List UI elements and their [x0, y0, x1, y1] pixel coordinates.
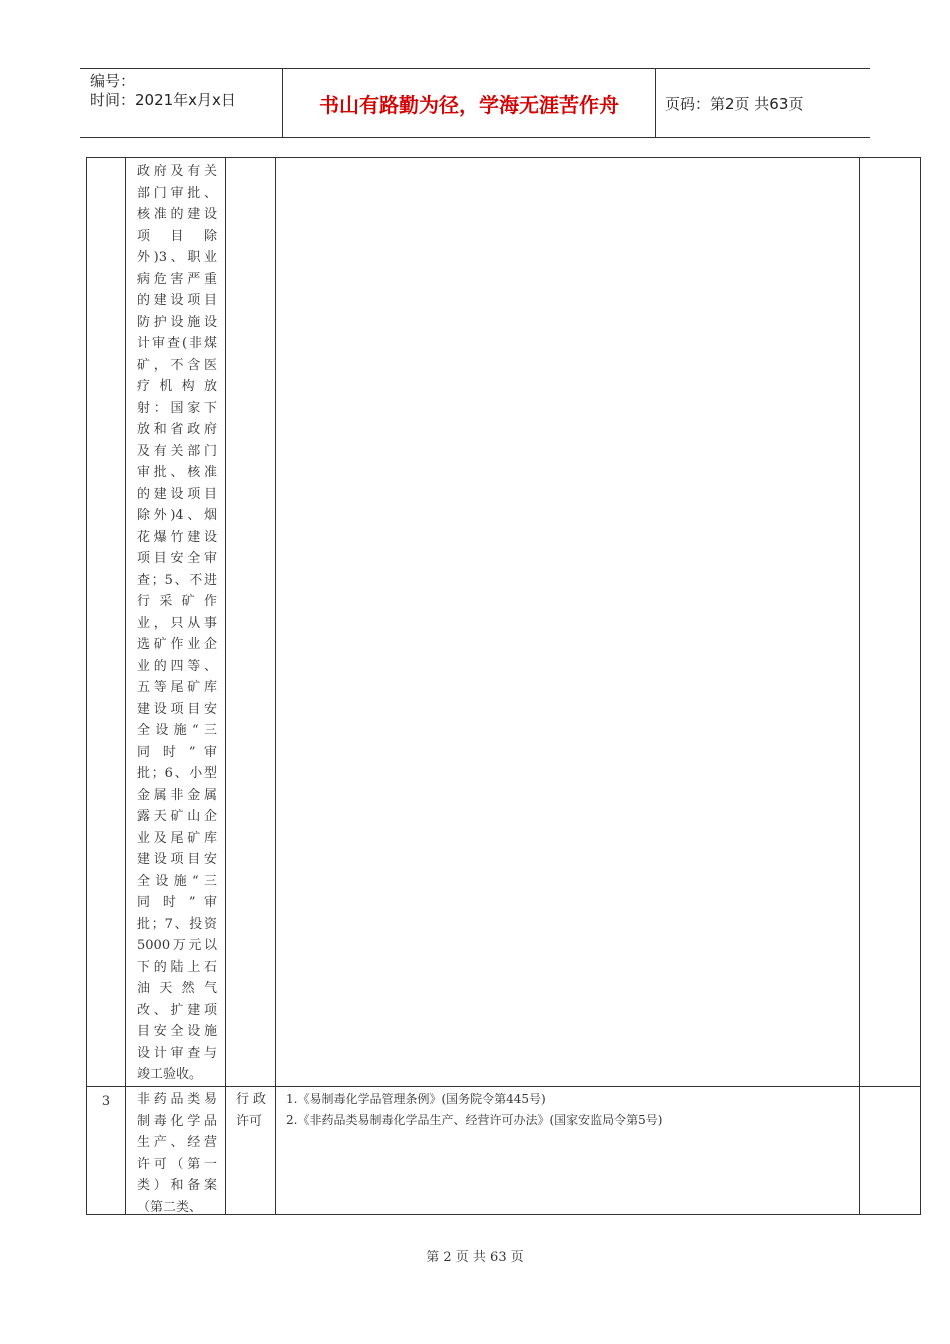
cell-text-line: 许可（第一 — [137, 1156, 217, 1172]
header-meta — [80, 69, 282, 137]
table-column-divider — [275, 158, 276, 1214]
cell-text-line: 的建设项目 — [137, 486, 217, 502]
item-type — [236, 1089, 266, 1132]
cell-text-line: 改、扩建项 — [137, 1002, 217, 1018]
cell-text-line: 下的陆上石 — [137, 959, 217, 975]
cell-text-line: 类）和备案 — [137, 1178, 217, 1193]
cell-text-line: 放和省政府 — [137, 422, 217, 437]
legal-basis-item: 1.《易制毒化学品管理条例》(国务院令第445号) — [286, 1092, 546, 1106]
cell-text-line: 选矿作业企 — [137, 637, 217, 652]
cell-text-line: 全设施“三 — [137, 873, 217, 889]
cell-text-line: 及有关部门 — [137, 443, 217, 459]
continued-item-name — [137, 161, 217, 1086]
cell-text-line: 防护设施设 — [137, 314, 217, 330]
cell-text-line: 竣工验收。 — [137, 1067, 203, 1082]
cell-text-line: 生产、经营 — [137, 1135, 217, 1150]
cell-text-line: 目安全设施 — [137, 1024, 217, 1039]
cell-text-line: 政府及有关 — [137, 164, 217, 179]
table-row-divider — [87, 1086, 920, 1087]
cell-text-line: 计审查(非煤 — [137, 336, 217, 351]
cell-text-line: 制毒化学品 — [137, 1113, 217, 1129]
document-number-label: 编号： — [90, 72, 136, 90]
cell-text-line: 5000万元以 — [137, 938, 217, 953]
document-time-label: 时间：2021年x月x日 — [90, 91, 236, 109]
cell-text-line: 审批、核准 — [137, 465, 217, 480]
cell-text-line: 病危害严重 — [137, 271, 217, 287]
cell-text-line: 金属非金属 — [137, 787, 217, 803]
page-header — [80, 68, 870, 138]
cell-text-line: 批；6、小型 — [137, 766, 217, 781]
cell-text-line: 业及尾矿库 — [137, 830, 217, 846]
header-page-info: 页码：第2页 共63页 — [665, 94, 804, 113]
cell-text-line: 疗 机 构 放 — [137, 379, 217, 394]
cell-text-line: 矿，不含医 — [137, 357, 217, 373]
cell-text-line: 许可 — [236, 1113, 263, 1129]
cell-text-line: 行政 — [236, 1092, 266, 1107]
cell-text-line: 非药品类易 — [137, 1092, 217, 1107]
cell-text-line: 业的四等、 — [137, 658, 217, 674]
cell-text-line: 设计审查与 — [137, 1045, 217, 1061]
cell-text-line: 全设施“三 — [137, 723, 217, 738]
cell-text-line: 同 时 ” 审 — [137, 744, 217, 760]
item-number: 3 — [101, 1094, 111, 1109]
page-footer: 第 2 页 共 63 页 — [426, 1250, 524, 1265]
cell-text-line: 除外)4、烟 — [137, 508, 217, 523]
legal-basis-item: 2.《非药品类易制毒化学品生产、经营许可办法》(国家安监局令第5号) — [286, 1113, 663, 1127]
cell-text-line: 业，只从事 — [137, 615, 217, 631]
cell-text-line: 查；5、不进 — [137, 572, 217, 588]
cell-text-line: 五等尾矿库 — [137, 680, 217, 695]
table-column-divider — [125, 158, 126, 1214]
cell-text-line: 外)3、职业 — [137, 250, 217, 265]
cell-text-line: 部门审批、 — [137, 185, 217, 201]
legal-basis-list — [286, 1089, 851, 1131]
cell-text-line: 油 天 然 气 — [137, 981, 217, 996]
item-name — [137, 1089, 217, 1218]
cell-text-line: 射：国家下 — [137, 400, 217, 416]
cell-text-line: 建设项目安 — [137, 701, 217, 717]
cell-text-line: 项目安全审 — [137, 551, 217, 566]
table-column-divider — [225, 158, 226, 1214]
cell-text-line: 露天矿山企 — [137, 809, 217, 824]
cell-text-line: 核准的建设 — [137, 207, 217, 222]
header-motto: 书山有路勤为径，学海无涯苦作舟 — [319, 92, 619, 117]
cell-text-line: 花爆竹建设 — [137, 529, 217, 545]
cell-text-line: 建设项目安 — [137, 852, 217, 867]
header-divider — [655, 69, 656, 137]
cell-text-line: （第二类、 — [137, 1199, 203, 1215]
regulation-table — [86, 157, 921, 1215]
cell-text-line: 同 时 ” 审 — [137, 895, 217, 910]
cell-text-line: 批；7、投资 — [137, 916, 217, 932]
cell-text-line: 项 目 除 — [137, 228, 217, 244]
cell-text-line: 的建设项目 — [137, 293, 217, 308]
table-column-divider — [859, 158, 860, 1214]
cell-text-line: 行 采 矿 作 — [137, 594, 217, 609]
